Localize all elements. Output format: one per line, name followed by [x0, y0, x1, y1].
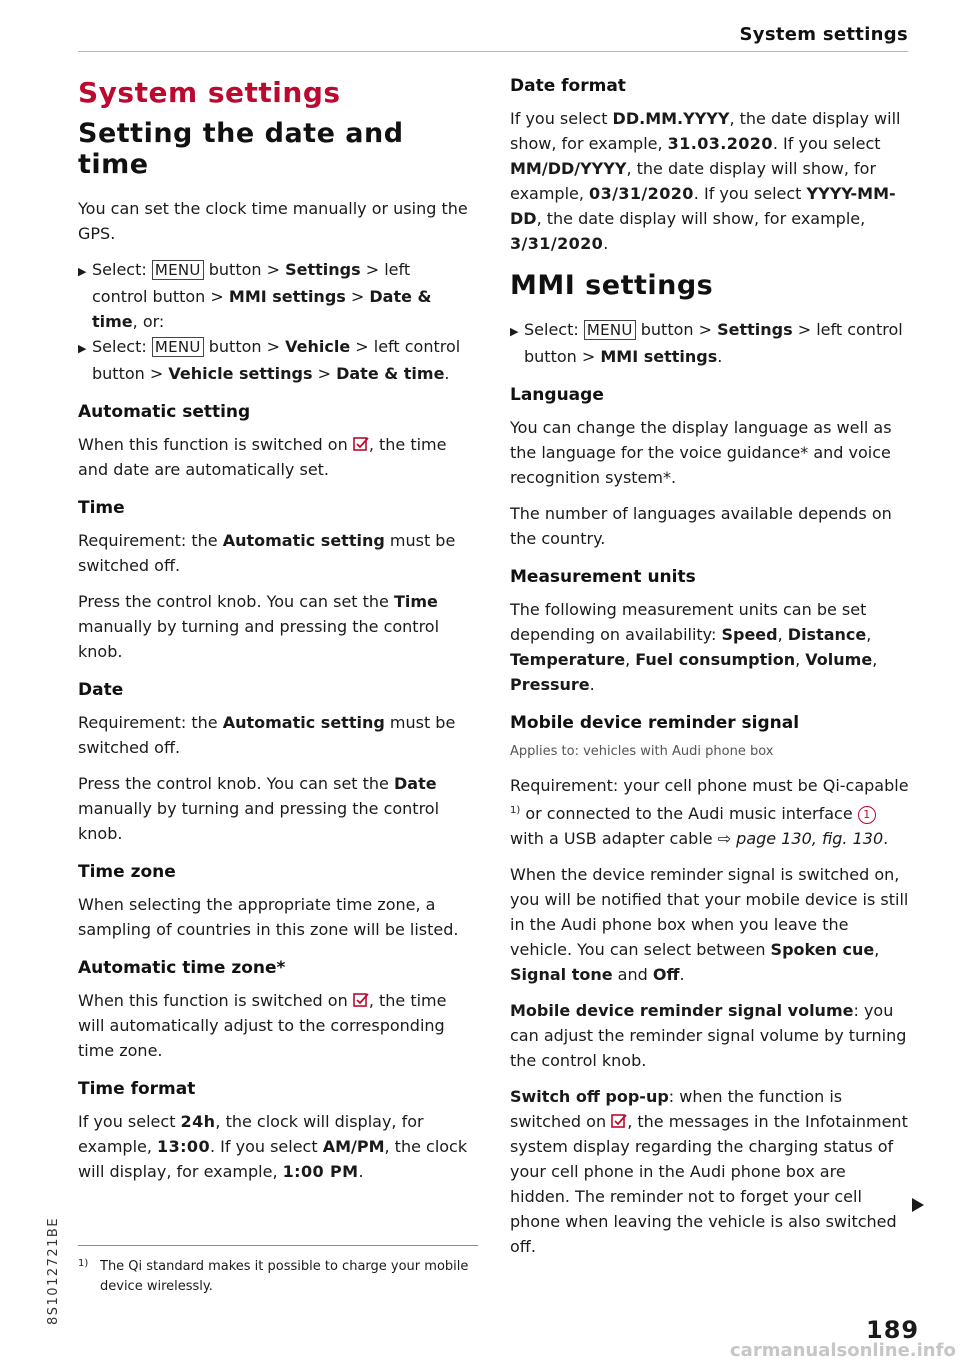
time-zone-text: When selecting the appropriate time zone, a sampling of countries in this zone will be listed.: [78, 895, 459, 939]
step-arrow-icon: ▶: [78, 265, 87, 278]
page-reference-link[interactable]: ⇨ page 130, fig. 130: [717, 829, 884, 848]
reminder-description: When the device reminder signal is switched on, you will be notified that your mobile device is still in the Audi phone box when you leave the vehicle. You can select between Spoken cue, Signal tone and Off.: [510, 865, 909, 984]
date-heading: Date: [78, 680, 124, 700]
footnote-text: The Qi standard makes it possible to charge your mobile device wirelessly.: [100, 1259, 469, 1294]
instruction-step: ▶ Select: MENU button > Vehicle > left control button > Vehicle settings > Date & time.: [78, 337, 461, 383]
intro-text: You can set the clock time manually or using the GPS.: [78, 199, 468, 243]
date-requirement: Requirement: the Automatic setting must be switched off.: [78, 713, 456, 757]
time-zone-heading: Time zone: [78, 862, 176, 882]
checkbox-checked-icon: [611, 1113, 627, 1129]
automatic-setting-text: When this function is switched on , the time and date are automatically set.: [78, 435, 447, 479]
measurement-units-heading: Measurement units: [510, 567, 696, 587]
footnote-rule: [78, 1245, 478, 1246]
date-format-text: If you select DD.MM.YYYY, the date display will show, for example, 31.03.2020. If you select MM/DD/YYYY, the date display will show, for example, 03/31/2020. If you select YYYY-MM-DD, the date display will show, for example, 3/31/2020.: [510, 109, 901, 253]
measurement-units-text: The following measurement units can be set depending on availability: Speed, Distance, Temperature, Fuel consumption, Volume, Pressure.: [510, 600, 878, 694]
document-code: 8S1012721BE: [46, 1216, 61, 1325]
instruction-step: ▶ Select: MENU button > Settings > left control button > MMI settings.: [510, 320, 903, 366]
automatic-time-zone-text: When this function is switched on , the time will automatically adjust to the corresponding time zone.: [78, 991, 447, 1060]
watermark: carmanualsonline.info: [730, 1340, 956, 1361]
mmi-settings-heading: MMI settings: [510, 270, 714, 301]
mmi-instruction-steps: [510, 317, 910, 369]
time-format-heading: Time format: [78, 1079, 196, 1099]
mobile-device-reminder-heading: Mobile device reminder signal: [510, 713, 800, 733]
section-title: System settings: [78, 76, 341, 109]
footnote: [78, 1257, 470, 1297]
language-text: You can change the display language as well as the language for the voice guidance* and voice recognition system*.: [510, 418, 892, 487]
right-column: [510, 70, 910, 1270]
step-arrow-icon: ▶: [78, 342, 87, 355]
automatic-setting-heading: Automatic setting: [78, 402, 251, 422]
menu-key: MENU: [152, 337, 204, 357]
header-rule: [78, 51, 908, 52]
reminder-requirement: Requirement: your cell phone must be Qi-capable $^{1)}$ or connected to the Audi music interface 1 with a USB adapter cable ⇨ page 130, fig. 130.: [510, 776, 909, 848]
continue-arrow-icon: [912, 1198, 924, 1212]
language-heading: Language: [510, 385, 604, 405]
time-requirement: Requirement: the Automatic setting must be switched off.: [78, 531, 456, 575]
date-format-heading: Date format: [510, 76, 626, 96]
language-count-text: The number of languages available depends on the country.: [510, 504, 892, 548]
menu-key: MENU: [584, 320, 636, 340]
running-head: System settings: [739, 24, 908, 45]
time-format-text: If you select 24h, the clock will display, for example, 13:00. If you select AM/PM, the clock will display, for example, 1:00 PM.: [78, 1112, 468, 1181]
page-heading: Setting the date and time: [78, 118, 404, 180]
checkbox-checked-icon: [353, 436, 369, 452]
switch-off-popup-text: Switch off pop-up: when the function is switched on , the messages in the Infotainment system display regarding the charging status of your cell phone in the Audi phone box are hidden. The reminder not to forget your cell phone when leaving the vehicle is also switched off.: [510, 1087, 908, 1256]
reminder-volume-text: Mobile device reminder signal volume: you can adjust the reminder signal volume by turning the control knob.: [510, 1001, 907, 1070]
menu-key: MENU: [152, 260, 204, 280]
checkbox-checked-icon: [353, 992, 369, 1008]
time-instructions: Press the control knob. You can set the Time manually by turning and pressing the control knob.: [78, 592, 440, 661]
automatic-time-zone-heading: Automatic time zone*: [78, 958, 286, 978]
footnote-ref: 1): [510, 805, 521, 816]
page-number: 189: [866, 1316, 920, 1344]
instruction-step: ▶ Select: MENU button > Settings > left control button > MMI settings > Date & time, or:: [78, 260, 432, 331]
callout-number-icon: 1: [858, 806, 876, 824]
step-arrow-icon: ▶: [510, 325, 519, 338]
time-heading: Time: [78, 498, 125, 518]
date-instructions: Press the control knob. You can set the Date manually by turning and pressing the control knob.: [78, 774, 440, 843]
left-column: [78, 70, 470, 1195]
applies-to-note: Applies to: vehicles with Audi phone box: [510, 744, 774, 759]
footnote-mark: 1): [78, 1258, 89, 1269]
instruction-steps: [78, 257, 470, 386]
